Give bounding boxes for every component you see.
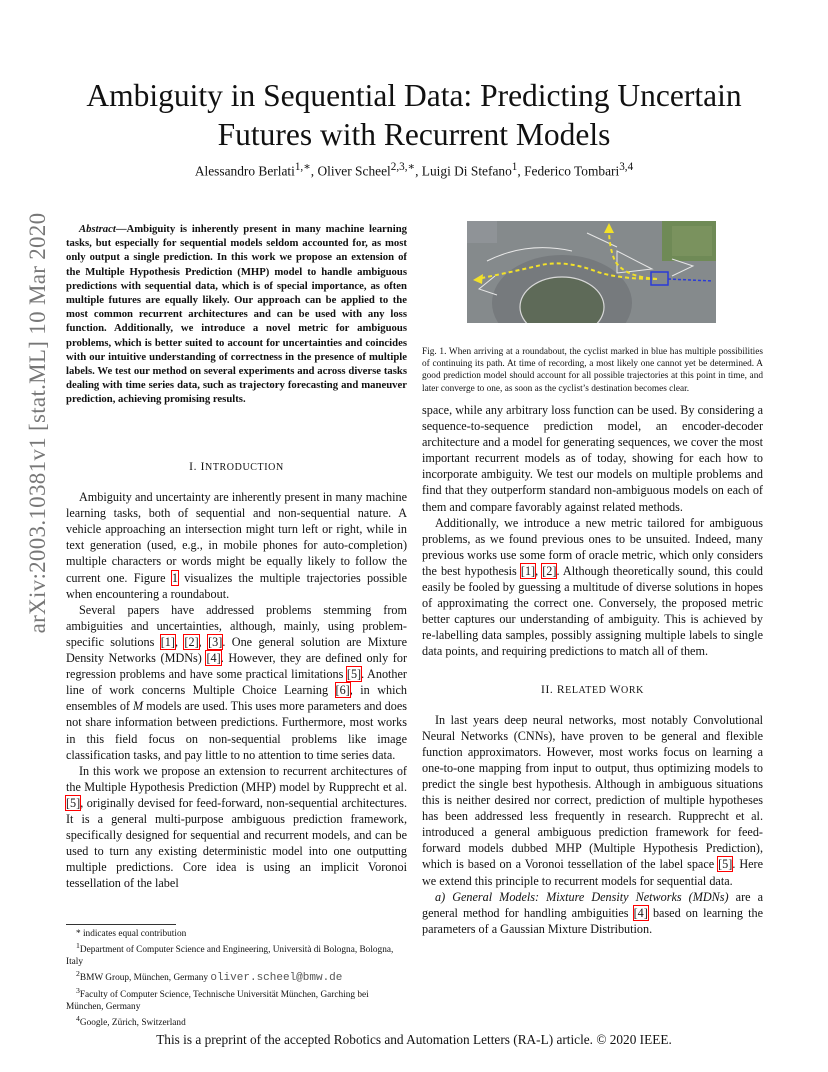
preprint-footer-note: This is a preprint of the accepted Robotics and Automation Letters (RA-L) article. © 2020 IEEE. (156, 1032, 672, 1047)
figure-roundabout-image (467, 221, 716, 323)
section-heading-introduction: I. INTRODUCTION (189, 461, 284, 473)
paragraph: In this work we propose an extension to recurrent architectures of the Multiple Hypothesis Prediction (MHP) model by Rupprecht et al. [5], originally devised for feed-forward, non-sequential architectures. It is a general multi-purpose ambiguous prediction framework, specifically designed for sequential and recurrent models, and can be used to turn any existing deterministic model into one outputting multiple predictions. Core idea is using an implicit Voronoi tessellation of the label (66, 763, 407, 891)
footnote-divider (66, 924, 176, 925)
right-column-body (422, 402, 763, 937)
paragraph: space, while any arbitrary loss function can be used. By considering a sequence-to-sequence prediction model, an encoder-decoder architecture and a model for generating sequences, we cover the most important recurrent models as of today, showing for each how to incorporate ambiguity. We test our models on multiple problems and find that they outperform standard non-ambiguous models on each of them and compare favorably against related methods. (422, 403, 763, 514)
footnotes (66, 924, 407, 1029)
abstract-label: Abstract (79, 223, 116, 235)
author-affiliation: 1 (511, 161, 518, 173)
author-affiliation: 3,4 (619, 161, 634, 173)
paragraph: Additionally, we introduce a new metric tailored for ambiguous problems, as we found previous ones to be unsuited. Indeed, many previous works use some form of oracle metric, which only considers the best hypothesis [1], [2]. Although theoretically sound, this could easily be fooled by guessing a multitude of diverse solutions in hopes of approximating the correct one. Conversely, the proposed metric better captures our understanding of ambiguity. This is achieved by re-labelling data samples, possibly assigning multiple labels to single data points, and requiring predictions to match all of them. (422, 515, 763, 659)
author-name: Luigi Di Stefano (421, 163, 512, 179)
citation-link[interactable]: [1] (160, 634, 175, 649)
citation-link[interactable]: [5] (346, 667, 362, 682)
citation-link[interactable]: [5] (718, 857, 733, 872)
footnote-affiliation-2: $^2$BMW Group, München, Germany oliver.scheel@bmw.de (76, 969, 343, 985)
left-column-body (66, 459, 407, 891)
abstract-text: —Ambiguity is inherently present in many machine learning tasks, but especially for sequential models seldom accounted for, as most only output a single prediction. In this work we propose an extension of the Multiple Hypothesis Prediction (MHP) model to handle ambiguous predictions with sequential data, which is of special importance, as often multiple futures are equally likely. Our approach can be applied to the most common recurrent architectures and can be used with any loss function. Additionally, we introduce a novel metric for ambiguous problems, which is better suited to account for uncertainties and coincides with our intuitive understanding of correctness in the presence of multiple labels. We test our method on several experiments and across diverse tasks dealing with time series data, such as trajectory forecasting and maneuver prediction, achieving promising results. (66, 223, 407, 406)
citation-link[interactable]: [3] (208, 634, 223, 649)
abstract (66, 222, 407, 407)
citation-link[interactable]: [6] (335, 683, 350, 698)
figure-reference-link[interactable]: 1 (171, 570, 178, 585)
arxiv-sidebar-stamp: arXiv:2003.10381v1 [stat.ML] 10 Mar 2020 (25, 212, 50, 634)
citation-link[interactable]: [4] (633, 905, 648, 920)
subsection-heading: a) General Models: Mixture Density Networks (MDNs) (435, 889, 729, 904)
section-heading-related-work: II. RELATED WORK (541, 683, 644, 696)
citation-link[interactable]: [5] (66, 795, 81, 810)
author-list: Alessandro Berlati$^{1,∗}$, Oliver Scheel$^{2,3,∗}$, Luigi Di Stefano$^1$, Federico Tombari$^{3,4}$ (194, 161, 634, 179)
figure-caption: Fig. 1. When arriving at a roundabout, the cyclist marked in blue has multiple possibilities of continuing its path. At time of recording, a most likely one cannot yet be determined. A good prediction model should account for all possible trajectories at this point in time, and later converge to one, as soon as the cyclist’s destination becomes clear. (422, 347, 763, 394)
author-affiliation: 1,∗ (294, 161, 311, 173)
paragraph: In last years deep neural networks, most notably Convolutional Neural Networks (CNNs), have proven to be general and flexible function approximators. However, most works focus on learning a one-to-one mapping from input to output, thus optimizing models to predict the single best hypothesis. Although in ambiguous situations this is neither desired nor correct, prediction of multiple hypotheses has been addressed less frequently in research. Rupprecht et al. introduced a general ambiguous prediction framework for feed-forward models dubbed MHP (Multiple Hypothesis Prediction), which is based on a Voronoi tessellation of the label space [5]. Here we extend this principle to recurrent models for sequential data. (422, 712, 763, 888)
footnote-equal-contribution: * indicates equal contribution (76, 929, 187, 939)
paragraph: a) General Models: Mixture Density Networks (MDNs) are a general method for handling ambiguities [4] based on learning the parameters of a Gaussian Mixture Distribution. (422, 889, 763, 936)
author-name: Oliver Scheel (317, 163, 391, 179)
email-link[interactable]: oliver.scheel@bmw.de (210, 972, 343, 985)
citation-link[interactable]: [2] (542, 563, 557, 578)
citation-link[interactable]: [2] (184, 634, 199, 649)
footnote-affiliation-1: $^1$Department of Computer Science and Engineering, Università di Bologna, Bologna, Italy (66, 941, 394, 968)
author-name: Federico Tombari (524, 163, 620, 179)
footnote-affiliation-4: $^4$Google, Zürich, Switzerland (76, 1013, 186, 1028)
paragraph: Several papers have addressed problems stemming from ambiguities and uncertainties, although, mainly, using problem-specific solutions [1], [2], [3]. One general solution are Mixture Density Networks (MDNs) [4]. However, they are defined only for regression problems and have some practical limitations [5]. Another line of work concerns Multiple Choice Learning [6], in which ensembles of M models are used. This uses more parameters and does not share information between predictions. Furthermore, most works in this field focus on non-sequential problems like image classification tasks, and pay little to no attention to time series data. (66, 602, 408, 762)
citation-link[interactable]: [1] (520, 563, 536, 578)
paragraph: Ambiguity and uncertainty are inherently present in many machine learning tasks, both of sequential and non-sequential nature. A vehicle approaching an intersection might turn left or right, while in text generation (used, e.g., in mobile phones for auto-completion) multiple characters or words might be equally likely to follow the current one. Figure 1 visualizes the multiple trajectories possible when encountering a roundabout. (66, 490, 407, 601)
author-name: Alessandro Berlati (194, 163, 295, 179)
author-affiliation: 2,3,∗ (390, 161, 416, 173)
paper-title: Ambiguity in Sequential Data: Predicting Uncertain Futures with Recurrent Models (86, 78, 742, 152)
citation-link[interactable]: [4] (206, 651, 221, 666)
footnote-affiliation-3: $^3$Faculty of Computer Science, Technische Universität München, Garching bei München, Germany (66, 985, 369, 1012)
